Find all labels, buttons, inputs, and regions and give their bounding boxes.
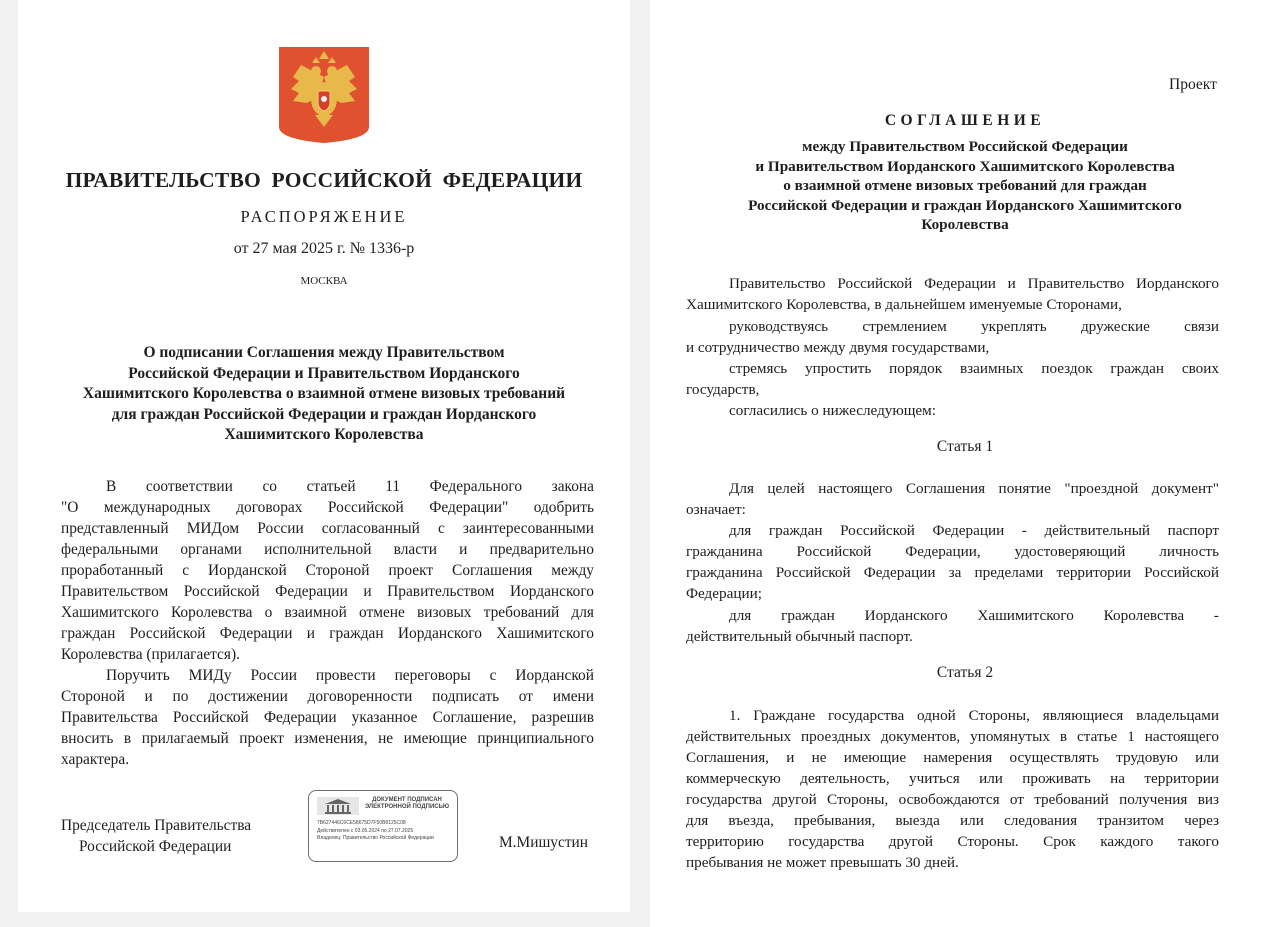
preamble-line: государств, bbox=[686, 381, 760, 398]
agreement-heading-line: Королевства bbox=[921, 216, 1009, 234]
article-1-line: действительный обычный паспорт. bbox=[686, 628, 913, 645]
preamble-line: Правительство Российской Федерации и Правительство Иорданского bbox=[729, 275, 1219, 292]
article-1-line: Федерации; bbox=[686, 585, 762, 602]
article-2-line: Соглашения, и не имеющие намерения осуществлять трудовую или bbox=[686, 749, 1219, 766]
government-title: ПРАВИТЕЛЬСТВО РОССИЙСКОЙ ФЕДЕРАЦИИ bbox=[65, 168, 583, 192]
government-building-icon bbox=[317, 797, 359, 815]
preamble-line: стремясь упростить порядок взаимных поездок граждан своих bbox=[729, 360, 1219, 377]
article-1-line: Для целей настоящего Соглашения понятие "проездной документ" bbox=[729, 480, 1219, 497]
order-heading-line: для граждан Российской Федерации и граждан Иорданского bbox=[111, 405, 537, 423]
agreement-heading-line: Российской Федерации и граждан Иорданского Хашимитского bbox=[748, 196, 1182, 214]
article-2-line: государства другой Стороны, освобождаются от требований получения виз bbox=[686, 791, 1219, 808]
order-body-line: граждан Российской Федерации и граждан Иорданского Хашимитского bbox=[61, 625, 594, 642]
order-body-line: представленный МИДом России согласованный с заинтересованными bbox=[61, 520, 594, 537]
article-2-line: пребывания не может превышать 30 дней. bbox=[686, 854, 959, 871]
agreement-heading-line: между Правительством Российской Федерации bbox=[802, 138, 1128, 155]
signer-title bbox=[61, 815, 251, 857]
order-body-line: федеральными органами исполнительной власти и предварительно bbox=[61, 541, 594, 558]
article-1-line: означает: bbox=[686, 501, 746, 518]
article-2-line: действительных проездных документов, упомянутых в статье 1 настоящего bbox=[686, 728, 1219, 745]
article-1-title: Статья 1 bbox=[936, 438, 994, 455]
order-body-line: Правительством Российской Федерации и Правительством Иорданского bbox=[61, 583, 594, 600]
article-2-line: 1. Граждане государства одной Стороны, являющиеся владельцами bbox=[729, 707, 1219, 724]
order-body-line: характера. bbox=[61, 751, 130, 768]
preamble-line: согласились о нижеследующем: bbox=[729, 402, 937, 419]
article-2-line: территорию государства другой Стороны. Срок каждого такого bbox=[686, 833, 1219, 850]
order-body-line: вносить в прилагаемый проект изменения, не имеющие принципиального bbox=[61, 730, 594, 747]
signer-title-line: Российской Федерации bbox=[79, 838, 232, 855]
preamble-line: руководствуясь стремлением укреплять дружеские связи bbox=[729, 318, 1219, 335]
project-label: Проект bbox=[1169, 76, 1217, 93]
electronic-signature-stamp bbox=[308, 790, 458, 862]
order-body-line: проработанный с Иорданской Стороной проект Соглашения между bbox=[61, 562, 594, 579]
stamp-header: ДОКУМЕНТ ПОДПИСАН ЭЛЕКТРОННОЙ ПОДПИСЬЮ bbox=[364, 797, 450, 810]
order-heading-line: Российской Федерации и Правительством Иорданского bbox=[128, 364, 520, 382]
article-1-line: для граждан Российской Федерации - действительный паспорт bbox=[729, 522, 1219, 539]
order-body-line: В соответствии со статьей 11 Федерального закона bbox=[106, 478, 594, 495]
preamble-line: и сотрудничество между двумя государствами, bbox=[686, 339, 990, 356]
stamp-validity: Действителен с 03.05.2024 по 27.07.2025 bbox=[317, 828, 414, 834]
order-body-line: Хашимитского Королевства о взаимной отмене визовых требований для bbox=[61, 604, 594, 621]
signer-name: М.Мишустин bbox=[499, 834, 589, 851]
article-2-line: для въезда, пребывания, выезда или следования транзитом через bbox=[686, 812, 1219, 829]
order-heading-line: Хашимитского Королевства о взаимной отмене визовых требований bbox=[82, 385, 566, 402]
order-date: от 27 мая 2025 г. № 1336-р bbox=[233, 240, 415, 257]
order-body-line: "О международных договорах Российской Федерации" одобрить bbox=[61, 499, 594, 516]
agreement-heading-line: о взаимной отмене визовых требований для граждан bbox=[783, 177, 1147, 195]
agreement-title: СОГЛАШЕНИЕ bbox=[884, 112, 1046, 129]
article-2-title: Статья 2 bbox=[936, 664, 994, 681]
stamp-owner: Владелец: Правительство Российской Федерации bbox=[317, 835, 434, 841]
order-city: МОСКВА bbox=[300, 275, 348, 287]
agreement-heading-line: и Правительством Иорданского Хашимитского Королевства bbox=[755, 157, 1175, 175]
article-1-line: гражданина Российской Федерации за пределами территории Российской bbox=[686, 564, 1219, 581]
order-heading-line: О подписании Соглашения между Правительством bbox=[143, 344, 505, 361]
order-body-line: Поручить МИДу России провести переговоры с Иорданской bbox=[106, 667, 594, 684]
order-body-line: Королевства (прилагается). bbox=[61, 646, 240, 663]
signer-title-line: Председатель Правительства bbox=[61, 817, 252, 834]
order-body-line: Правительства Российской Федерации указанное Соглашение, разрешив bbox=[61, 709, 594, 726]
article-2-line: коммерческую деятельность, учиться или проживать на территории bbox=[686, 770, 1219, 787]
order-body-line: Стороной и по достижении договоренности подписать от имени bbox=[61, 688, 594, 705]
article-1-line: гражданина Российской Федерации, удостоверяющий личность bbox=[686, 543, 1219, 560]
russian-coat-of-arms-icon bbox=[279, 47, 369, 143]
agreement-page bbox=[650, 0, 1280, 927]
preamble-line: Хашимитского Королевства, в дальнейшем именуемые Сторонами, bbox=[686, 296, 1122, 313]
order-type: РАСПОРЯЖЕНИЕ bbox=[240, 207, 408, 226]
order-heading-line: Хашимитского Королевства bbox=[224, 426, 424, 443]
stamp-certificate: 7B627446C6CE58675D7F50B8125C08 bbox=[317, 820, 406, 826]
order-page bbox=[18, 0, 630, 912]
article-1-line: для граждан Иорданского Хашимитского Королевства - bbox=[729, 607, 1219, 624]
